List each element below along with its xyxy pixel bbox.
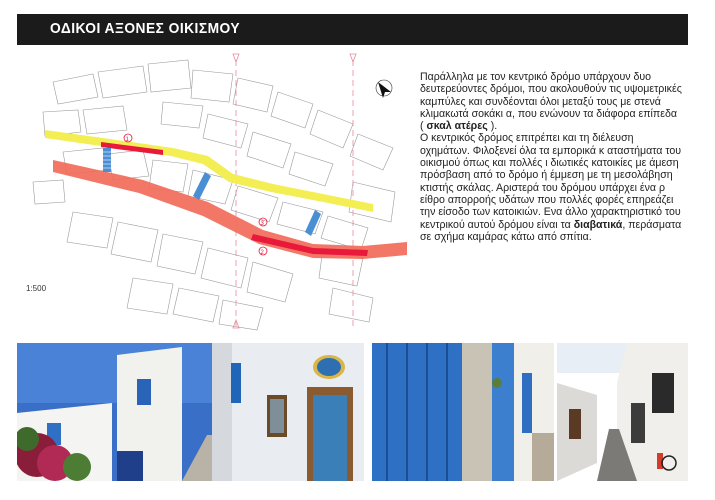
- building-outlines: [33, 60, 395, 330]
- blue-doors-photo: [372, 343, 554, 481]
- title-bar: [17, 14, 688, 45]
- map-scale: 1:500: [26, 284, 47, 293]
- page-title: ΟΔΙΚΟΙ ΑΞΟΝΕΣ ΟΙΚΙΣΜΟΥ: [50, 20, 241, 37]
- description-text: [420, 71, 682, 243]
- paragraph-1: Παράλληλα με τον κεντρικό δρόμο υπάρχουν δυο δευτερεύοντες δρόμοι, που ακολουθούν τις υψομετρικές καμπύλες και συνδέονται όλοι μεταξύ τους με στενά κλιμακωτά σοκάκι α, που ενώνουν τα διάφορα επίπεδα ( σκαλ ατέρες ).: [420, 71, 682, 133]
- marker-3: 3: [260, 221, 264, 227]
- narrow-street-photo: [557, 343, 688, 481]
- map-drawing: [23, 52, 413, 334]
- marker-1: 1: [125, 137, 129, 143]
- marker-2: 2: [260, 250, 264, 256]
- north-arrow-icon: [376, 80, 392, 98]
- site-map: [23, 52, 413, 334]
- street-photo-left: [17, 343, 364, 481]
- paragraph-2: Ο κεντρικός δρόμος επιτρέπει και τη διέλευση οχημάτων. Φιλοξενεί όλα τα εμπορικά κ αταστήματα του οικισμού όπως και πολλές ι διωτικές κατοικίες με άμεση πρόσβαση από το δρόμο ή έμμεση με τη μεσολάβηση κτιστής σκάλας. Αριστερά του δρόμου υπάρχει ένα ρ είθρο απορροής υδάτων που πολλές φορές επηρεάζει την είσοδο των κατοικιών. Ενα άλλο χαρακτηριστικό του κεντρικού αυτού δρόμου είναι τα διαβατικά, περάσματα σε σχήμα καμάρας κάτω από σπίτια.: [420, 132, 682, 243]
